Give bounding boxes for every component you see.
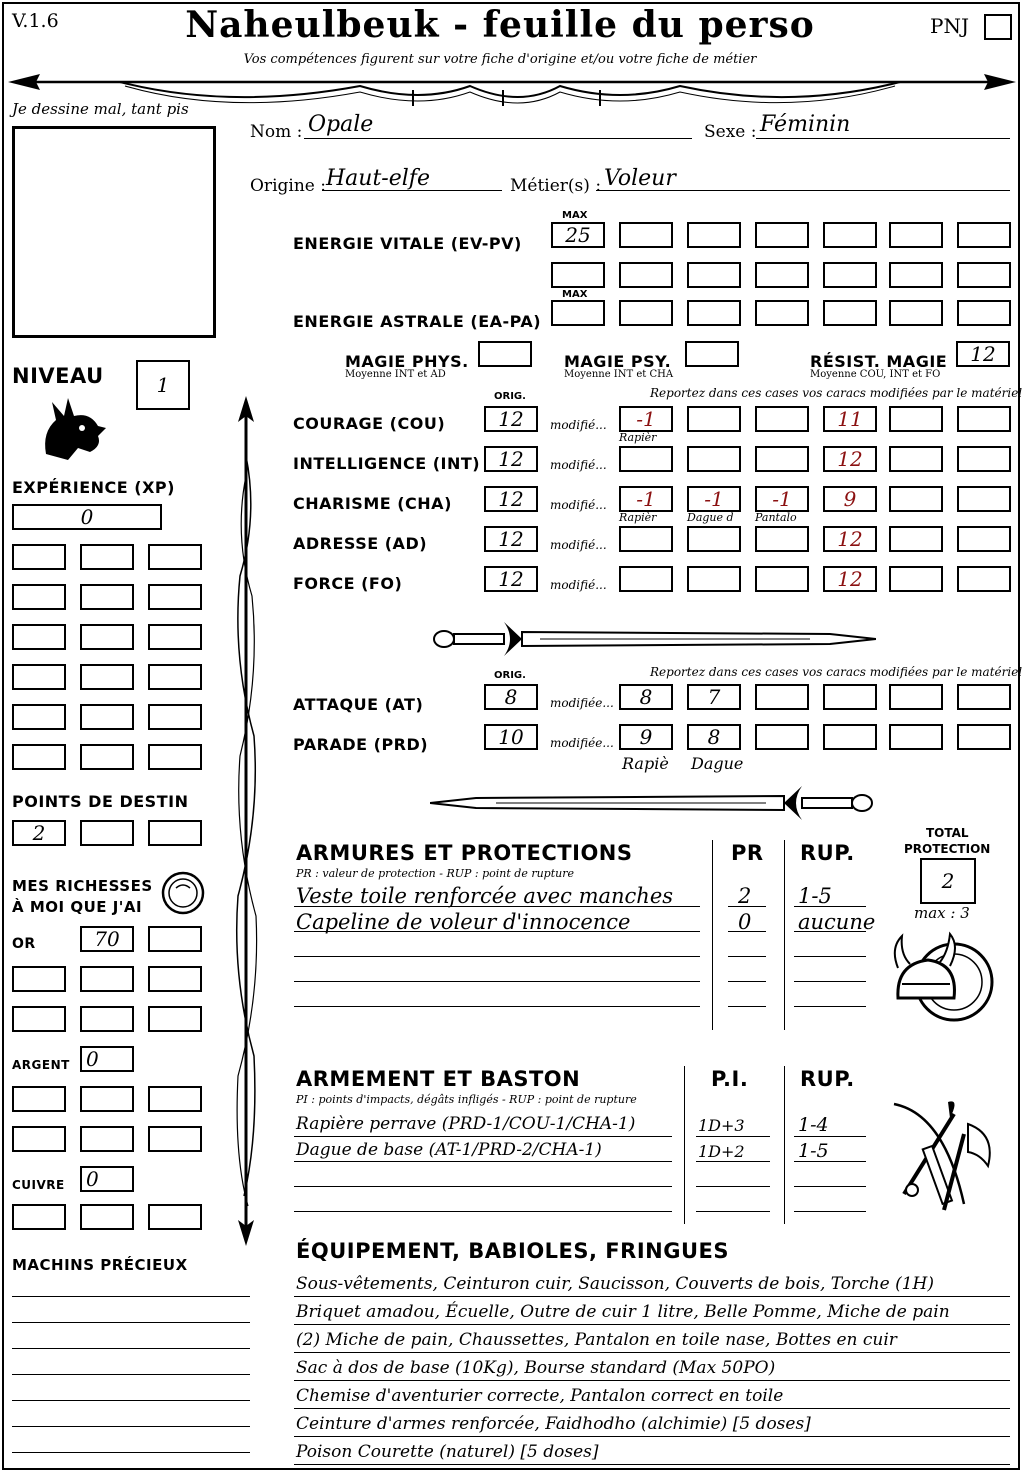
- stat-orig-box[interactable]: [484, 566, 538, 592]
- argent-box-6[interactable]: [80, 1126, 134, 1152]
- stat-mod-box[interactable]: [957, 526, 1011, 552]
- stat-mod-box[interactable]: [687, 446, 741, 472]
- stat-mod-box-value: [621, 528, 671, 550]
- or-box-5[interactable]: [148, 966, 202, 992]
- combat-mod-box-value: [757, 726, 807, 748]
- stat-mod-box[interactable]: [619, 566, 673, 592]
- weapon-name[interactable]: Dague de base (AT-1/PRD-2/CHA-1): [296, 1140, 602, 1160]
- nom-label: Nom :: [250, 122, 303, 142]
- combat-mod-box-value: [891, 686, 941, 708]
- xp-box[interactable]: 0: [12, 504, 162, 530]
- weapon-row-line[interactable]: [294, 1186, 672, 1187]
- niveau-box[interactable]: 1: [136, 360, 190, 410]
- machins-line[interactable]: [12, 1296, 250, 1297]
- stat-mod-box-value: [891, 408, 941, 430]
- weapon-rup-line[interactable]: [794, 1211, 866, 1212]
- stat-mod-box[interactable]: [619, 526, 673, 552]
- stat-mod-box[interactable]: [957, 566, 1011, 592]
- total-protection-max: max : 3: [914, 904, 970, 922]
- xp-tracker-box[interactable]: [80, 744, 134, 770]
- xp-tracker-box[interactable]: [80, 544, 134, 570]
- stat-mod-box[interactable]: [823, 526, 877, 552]
- combat-label: PARADE (PRD): [293, 735, 429, 754]
- stat-mod-note: Rapièr: [619, 431, 657, 444]
- combat-mod-box[interactable]: [889, 724, 943, 750]
- stat-mod-box-value: [689, 408, 739, 430]
- armor-row-line[interactable]: [294, 1006, 700, 1007]
- stat-mod-box-value: [689, 448, 739, 470]
- stat-mod-box[interactable]: [823, 446, 877, 472]
- argent-box-5[interactable]: [12, 1126, 66, 1152]
- resist-magie-box[interactable]: 12: [956, 341, 1010, 367]
- armor-rup[interactable]: 1-5: [798, 884, 832, 908]
- ev-tracker-box[interactable]: [755, 222, 809, 248]
- stat-mod-note: Rapièr: [619, 511, 657, 524]
- machins-line[interactable]: [12, 1426, 250, 1427]
- magie-phys-sub: Moyenne INT et AD: [345, 369, 446, 380]
- destin-box-1[interactable]: 2: [12, 820, 66, 846]
- ev-tracker-box[interactable]: [889, 262, 943, 288]
- argent-box-3[interactable]: [80, 1086, 134, 1112]
- machins-line[interactable]: [12, 1322, 250, 1323]
- argent-label: ARGENT: [12, 1058, 70, 1072]
- armor-sub: PR : valeur de protection - RUP : point de rupture: [296, 867, 574, 880]
- origine-label: Origine :: [250, 176, 326, 196]
- ev-tracker-box[interactable]: [755, 262, 809, 288]
- or-box-2[interactable]: [148, 926, 202, 952]
- equipment-underline: [294, 1408, 1010, 1409]
- machins-line[interactable]: [12, 1374, 250, 1375]
- combat-mod-box[interactable]: [619, 684, 673, 710]
- stat-mod-box-value: [959, 408, 1009, 430]
- cuivre-box[interactable]: 0: [80, 1166, 134, 1192]
- helmet-shield-icon: [888, 928, 1000, 1028]
- combat-mod-box-value: [825, 686, 875, 708]
- combat-orig-box[interactable]: [484, 684, 538, 710]
- or-box-7[interactable]: [80, 1006, 134, 1032]
- magie-psy-sub: Moyenne INT et CHA: [564, 369, 674, 380]
- destin-box-2[interactable]: [80, 820, 134, 846]
- xp-tracker-box[interactable]: [148, 664, 202, 690]
- metier-label: Métier(s) :: [510, 176, 602, 196]
- stat-mod-box[interactable]: [889, 566, 943, 592]
- stat-mod-box[interactable]: [755, 526, 809, 552]
- resist-magie-label: RÉSIST. MAGIE: [810, 352, 948, 371]
- armor-rup-line[interactable]: [794, 1006, 866, 1007]
- stat-mod-box-value: [757, 568, 807, 590]
- sexe-field[interactable]: Féminin: [760, 112, 851, 137]
- combat-report-note: Reportez dans ces cases vos caracs modifiées par le matériel: [650, 665, 1023, 679]
- stat-mod-box[interactable]: [889, 526, 943, 552]
- stat-modifie-label: modifié...: [550, 418, 607, 432]
- equipment-line[interactable]: Sous-vêtements, Ceinturon cuir, Saucisson, Couverts de bois, Torche (1H): [296, 1274, 934, 1294]
- stat-mod-box-value: 12: [837, 567, 863, 591]
- page-title: Naheulbeuk - feuille du perso: [185, 4, 815, 46]
- stat-mod-note: Dague d: [687, 511, 734, 524]
- combat-mod-box[interactable]: [889, 684, 943, 710]
- armor-pr-label: PR: [731, 841, 764, 865]
- weapons-title: ARMEMENT ET BASTON: [296, 1067, 581, 1091]
- stat-mod-box[interactable]: [619, 446, 673, 472]
- armor-row-line[interactable]: [294, 981, 700, 982]
- stat-mod-box[interactable]: [755, 566, 809, 592]
- xp-tracker-box[interactable]: [12, 584, 66, 610]
- vertical-spear-icon: [226, 396, 266, 1246]
- combat-mod-box[interactable]: [687, 724, 741, 750]
- combat-mod-box-value: [757, 686, 807, 708]
- stat-mod-box-value: -1: [636, 487, 656, 511]
- pnj-checkbox[interactable]: [984, 14, 1012, 40]
- stat-orig-box[interactable]: [484, 406, 538, 432]
- stat-mod-box[interactable]: [755, 486, 809, 512]
- stat-mod-box[interactable]: [687, 406, 741, 432]
- stat-label: INTELLIGENCE (INT): [293, 454, 481, 473]
- xp-tracker-box[interactable]: [148, 624, 202, 650]
- equipment-underline: [294, 1380, 1010, 1381]
- or-label: OR: [12, 936, 36, 952]
- xp-tracker-box[interactable]: [148, 584, 202, 610]
- equipment-line[interactable]: Briquet amadou, Écuelle, Outre de cuir 1 litre, Belle Pomme, Miche de pain: [296, 1302, 950, 1322]
- stat-modifie-label: modifié...: [550, 538, 607, 552]
- stat-orig-box[interactable]: [484, 526, 538, 552]
- ea-label: ENERGIE ASTRALE (EA-PA): [293, 312, 542, 331]
- equipment-underline: [294, 1324, 1010, 1325]
- magie-phys-box[interactable]: [478, 341, 532, 367]
- xp-tracker-box[interactable]: [148, 704, 202, 730]
- destin-box-3[interactable]: [148, 820, 202, 846]
- armor-pr-line[interactable]: [728, 1006, 766, 1007]
- weapon-pi[interactable]: 1D+2: [698, 1142, 745, 1161]
- stat-mod-box[interactable]: [823, 566, 877, 592]
- machins-line[interactable]: [12, 1400, 250, 1401]
- stat-mod-box[interactable]: [823, 406, 877, 432]
- stat-label: ADRESSE (AD): [293, 534, 428, 553]
- stat-mod-box-value: -1: [704, 487, 724, 511]
- or-box-6[interactable]: [12, 1006, 66, 1032]
- ev-label: ENERGIE VITALE (EV-PV): [293, 234, 522, 253]
- cuivre-box-4[interactable]: [148, 1204, 202, 1230]
- combat-orig-box-value: 8: [504, 685, 518, 709]
- stat-modifie-label: modifié...: [550, 498, 607, 512]
- stat-mod-box[interactable]: [687, 566, 741, 592]
- combat-label: ATTAQUE (AT): [293, 695, 424, 714]
- weapon-pi[interactable]: 1D+3: [698, 1116, 745, 1135]
- stat-modifie-label: modifié...: [550, 458, 607, 472]
- weapon-rup-line[interactable]: [794, 1186, 866, 1187]
- stat-mod-box-value: 12: [837, 447, 863, 471]
- xp-tracker-box[interactable]: [148, 744, 202, 770]
- ea-tracker-box[interactable]: [755, 300, 809, 326]
- or-box[interactable]: 70: [80, 926, 134, 952]
- magie-psy-label: MAGIE PSY.: [564, 352, 672, 371]
- weapon-rup[interactable]: 1-5: [798, 1140, 829, 1162]
- combat-note-2: Dague: [691, 754, 744, 773]
- xp-tracker-box[interactable]: [12, 624, 66, 650]
- stat-mod-box[interactable]: [957, 406, 1011, 432]
- combat-mod-box[interactable]: [957, 684, 1011, 710]
- weapon-row-line[interactable]: [294, 1136, 672, 1137]
- machins-line[interactable]: [12, 1348, 250, 1349]
- ev-tracker-box[interactable]: [823, 262, 877, 288]
- stat-mod-box[interactable]: [957, 486, 1011, 512]
- dragon-head-icon: [38, 392, 108, 464]
- weapon-pi-line[interactable]: [696, 1136, 770, 1137]
- combat-modifie-label: modifiée...: [550, 696, 614, 710]
- stat-mod-box-value: [757, 528, 807, 550]
- ev-max-label: MAX: [562, 210, 588, 221]
- stat-mod-box[interactable]: [957, 446, 1011, 472]
- weapon-pi-line[interactable]: [696, 1161, 770, 1162]
- stats-orig-label: ORIG.: [494, 391, 526, 402]
- weapon-row-line[interactable]: [294, 1161, 672, 1162]
- cuivre-box-3[interactable]: [80, 1204, 134, 1230]
- argent-box-2[interactable]: [12, 1086, 66, 1112]
- ea-tracker-box[interactable]: [957, 300, 1011, 326]
- armor-pr-line[interactable]: [728, 956, 766, 957]
- armor-rup-label: RUP.: [800, 841, 855, 865]
- argent-box-4[interactable]: [148, 1086, 202, 1112]
- combat-mod-box-value: [959, 726, 1009, 748]
- armor-pr[interactable]: 2: [738, 884, 752, 908]
- weapons-sub: PI : points d'impacts, dégâts infligés - RUP : point de rupture: [296, 1093, 637, 1106]
- armor-pr-line[interactable]: [728, 981, 766, 982]
- stat-mod-box-value: [621, 448, 671, 470]
- xp-tracker-box[interactable]: [12, 744, 66, 770]
- page-subtitle: Vos compétences figurent sur votre fiche d'origine et/ou votre fiche de métier: [243, 52, 757, 67]
- equipment-line[interactable]: Chemise d'aventurier correcte, Pantalon correct en toile: [296, 1386, 784, 1406]
- ev-max-box[interactable]: 25: [551, 222, 605, 248]
- xp-tracker-box[interactable]: [80, 624, 134, 650]
- armor-pr[interactable]: 0: [738, 910, 752, 934]
- armor-title: ARMURES ET PROTECTIONS: [296, 841, 633, 865]
- stat-orig-box-value: 12: [498, 447, 524, 471]
- stat-orig-box-value: 12: [498, 407, 524, 431]
- cuivre-label: CUIVRE: [12, 1178, 65, 1192]
- argent-box[interactable]: 0: [80, 1046, 134, 1072]
- combat-modifie-label: modifiée...: [550, 736, 614, 750]
- stat-mod-box-value: [757, 408, 807, 430]
- total-protection-box[interactable]: 2: [920, 858, 976, 904]
- machins-label: MACHINS PRÉCIEUX: [12, 1256, 188, 1274]
- stat-mod-box-value: -1: [636, 407, 656, 431]
- ea-tracker-box[interactable]: [687, 300, 741, 326]
- stat-modifie-label: modifié...: [550, 578, 607, 592]
- stat-mod-box[interactable]: [823, 486, 877, 512]
- ev-tracker-box[interactable]: [957, 262, 1011, 288]
- armor-name[interactable]: Capeline de voleur d'innocence: [296, 910, 631, 934]
- combat-mod-box-value: 8: [707, 725, 721, 749]
- xp-tracker-box[interactable]: [148, 544, 202, 570]
- xp-tracker-box[interactable]: [80, 704, 134, 730]
- stat-mod-box-value: [959, 488, 1009, 510]
- portrait-box[interactable]: [12, 126, 216, 338]
- equipment-title: ÉQUIPEMENT, BABIOLES, FRINGUES: [296, 1239, 729, 1263]
- equipment-line[interactable]: (2) Miche de pain, Chaussettes, Pantalon en toile nase, Bottes en cuir: [296, 1330, 897, 1350]
- stat-mod-box-value: 11: [837, 407, 863, 431]
- sexe-label: Sexe :: [704, 122, 757, 142]
- armor-rup-line[interactable]: [794, 956, 866, 957]
- ev-tracker-box[interactable]: [687, 222, 741, 248]
- xp-tracker-box[interactable]: [12, 704, 66, 730]
- equipment-line[interactable]: Sac à dos de base (10Kg), Bourse standard (Max 50PO): [296, 1358, 776, 1378]
- ev-tracker-box[interactable]: [551, 262, 605, 288]
- combat-orig-label: ORIG.: [494, 670, 526, 681]
- combat-mod-box[interactable]: [823, 724, 877, 750]
- combat-orig-box-value: 10: [498, 725, 524, 749]
- sword-icon-2: [430, 782, 876, 824]
- ev-tracker-box[interactable]: [823, 222, 877, 248]
- stat-mod-box-value: [959, 448, 1009, 470]
- or-box-4[interactable]: [80, 966, 134, 992]
- equipment-underline: [294, 1464, 1010, 1465]
- stat-orig-box-value: 12: [498, 527, 524, 551]
- xp-tracker-box[interactable]: [80, 664, 134, 690]
- richesses-label-1: MES RICHESSES: [12, 877, 153, 895]
- stat-mod-box-value: [891, 528, 941, 550]
- weapon-pi-line[interactable]: [696, 1186, 770, 1187]
- stat-mod-box[interactable]: [619, 406, 673, 432]
- stat-orig-box[interactable]: [484, 446, 538, 472]
- weapons-pi-label: P.I.: [711, 1067, 749, 1091]
- equipment-underline: [294, 1436, 1010, 1437]
- combat-mod-box[interactable]: [755, 684, 809, 710]
- ev-tracker-box[interactable]: [687, 262, 741, 288]
- combat-note-1: Rapiè: [622, 754, 669, 773]
- resist-magie-sub: Moyenne COU, INT et FO: [810, 369, 941, 380]
- xp-tracker-box[interactable]: [80, 584, 134, 610]
- metier-field[interactable]: Voleur: [604, 166, 676, 191]
- stat-mod-box[interactable]: [889, 406, 943, 432]
- argent-box-7[interactable]: [148, 1126, 202, 1152]
- stat-label: FORCE (FO): [293, 574, 403, 593]
- ev-tracker-box[interactable]: [957, 222, 1011, 248]
- stat-mod-box-value: [959, 528, 1009, 550]
- combat-mod-box-value: 9: [639, 725, 653, 749]
- stat-mod-box-value: [891, 488, 941, 510]
- equipment-line[interactable]: Ceinture d'armes renforcée, Faidhodho (alchimie) [5 doses]: [296, 1414, 811, 1434]
- stat-orig-box[interactable]: [484, 486, 538, 512]
- combat-mod-box[interactable]: [957, 724, 1011, 750]
- equipment-line[interactable]: Poison Courette (naturel) [5 doses]: [296, 1442, 599, 1462]
- xp-label: EXPÉRIENCE (XP): [12, 478, 175, 497]
- stat-mod-box-value: [689, 528, 739, 550]
- stat-mod-box[interactable]: [889, 486, 943, 512]
- sword-icon: [430, 618, 876, 660]
- stats-report-note: Reportez dans ces cases vos caracs modifiées par le matériel: [650, 386, 1023, 400]
- crossed-weapons-icon: [884, 1094, 1004, 1214]
- coin-icon: [160, 870, 206, 916]
- niveau-label: NIVEAU: [12, 364, 104, 388]
- stat-orig-box-value: 12: [498, 487, 524, 511]
- magie-phys-label: MAGIE PHYS.: [345, 352, 469, 371]
- stat-mod-box-value: 12: [837, 527, 863, 551]
- stat-mod-box[interactable]: [687, 526, 741, 552]
- ea-tracker-box[interactable]: [619, 300, 673, 326]
- stat-mod-note: Pantalo: [755, 511, 797, 524]
- combat-orig-box[interactable]: [484, 724, 538, 750]
- weapon-name[interactable]: Rapière perrave (PRD-1/COU-1/CHA-1): [296, 1114, 636, 1134]
- combat-mod-box[interactable]: [823, 684, 877, 710]
- stat-label: CHARISME (CHA): [293, 494, 452, 513]
- combat-mod-box[interactable]: [619, 724, 673, 750]
- stat-mod-box[interactable]: [889, 446, 943, 472]
- stat-mod-box[interactable]: [755, 406, 809, 432]
- armor-rup[interactable]: aucune: [798, 910, 876, 934]
- ea-max-box[interactable]: [551, 300, 605, 326]
- cuivre-box-2[interactable]: [12, 1204, 66, 1230]
- stat-mod-box-value: [757, 448, 807, 470]
- weapon-row-line[interactable]: [294, 1211, 672, 1212]
- origine-field[interactable]: Haut-elfe: [326, 166, 430, 191]
- stat-mod-box-value: [891, 448, 941, 470]
- ea-max-label: MAX: [562, 289, 588, 300]
- combat-mod-box-value: 8: [639, 685, 653, 709]
- armor-name[interactable]: Veste toile renforcée avec manches: [296, 884, 674, 908]
- stat-mod-box-value: -1: [772, 487, 792, 511]
- total-protection-label-2: PROTECTION: [904, 842, 991, 856]
- stat-mod-box-value: 9: [843, 487, 857, 511]
- weapon-pi-line[interactable]: [696, 1211, 770, 1212]
- version-label: V.1.6: [12, 10, 59, 32]
- or-box-3[interactable]: [12, 966, 66, 992]
- stat-orig-box-value: 12: [498, 567, 524, 591]
- stat-label: COURAGE (COU): [293, 414, 446, 433]
- armor-rup-line[interactable]: [794, 981, 866, 982]
- xp-tracker-box[interactable]: [12, 664, 66, 690]
- total-protection-label-1: TOTAL: [926, 826, 969, 840]
- combat-mod-box[interactable]: [755, 724, 809, 750]
- combat-mod-box-value: [891, 726, 941, 748]
- portrait-caption: Je dessine mal, tant pis: [12, 100, 189, 118]
- weapons-rup-label: RUP.: [800, 1067, 855, 1091]
- xp-tracker-box[interactable]: [12, 544, 66, 570]
- or-box-8[interactable]: [148, 1006, 202, 1032]
- armor-row-line[interactable]: [294, 956, 700, 957]
- equipment-underline: [294, 1352, 1010, 1353]
- weapon-rup[interactable]: 1-4: [798, 1114, 829, 1136]
- combat-mod-box-value: [825, 726, 875, 748]
- nom-field[interactable]: Opale: [308, 112, 374, 137]
- destin-label: POINTS DE DESTIN: [12, 792, 189, 811]
- equipment-underline: [294, 1296, 1010, 1297]
- ev-tracker-box[interactable]: [619, 262, 673, 288]
- combat-mod-box-value: [959, 686, 1009, 708]
- magie-psy-box[interactable]: [685, 341, 739, 367]
- pnj-label: PNJ: [930, 14, 969, 38]
- stat-mod-box[interactable]: [619, 486, 673, 512]
- stat-mod-box-value: [621, 568, 671, 590]
- stat-mod-box[interactable]: [687, 486, 741, 512]
- stat-mod-box-value: [689, 568, 739, 590]
- ea-tracker-box[interactable]: [823, 300, 877, 326]
- weapon-rup-line[interactable]: [794, 1136, 866, 1137]
- stat-mod-box[interactable]: [755, 446, 809, 472]
- stat-mod-box-value: [959, 568, 1009, 590]
- ev-tracker-box[interactable]: [619, 222, 673, 248]
- machins-line[interactable]: [12, 1452, 250, 1453]
- ea-tracker-box[interactable]: [889, 300, 943, 326]
- richesses-label-2: À MOI QUE J'AI: [12, 898, 143, 916]
- ev-tracker-box[interactable]: [889, 222, 943, 248]
- combat-mod-box[interactable]: [687, 684, 741, 710]
- combat-mod-box-value: 7: [707, 685, 721, 709]
- stat-mod-box-value: [891, 568, 941, 590]
